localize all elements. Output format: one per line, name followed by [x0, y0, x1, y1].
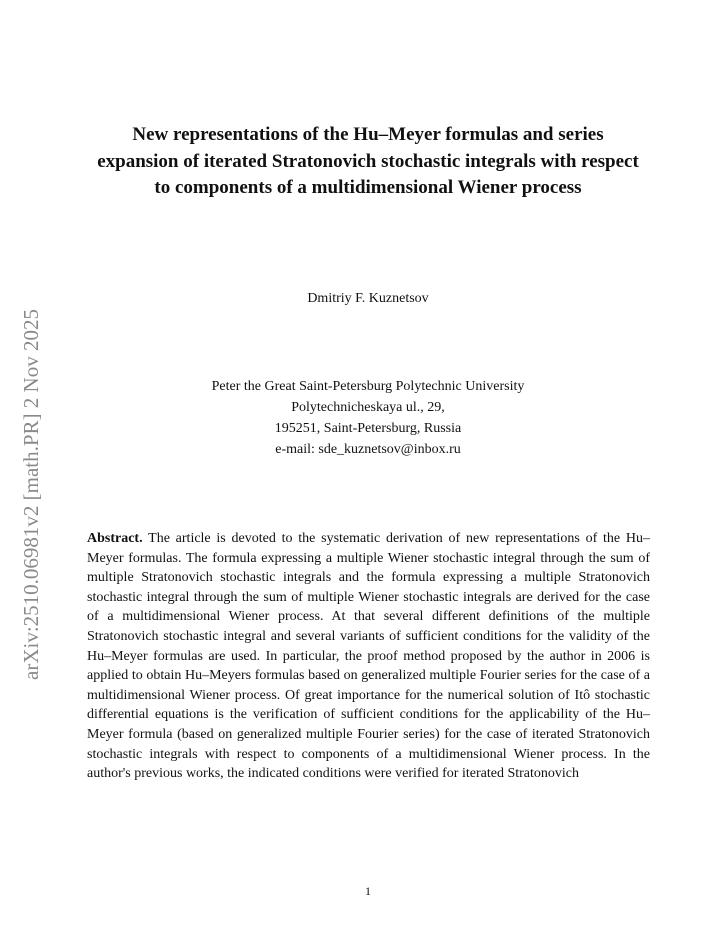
author-name: Dmitriy F. Kuznetsov — [307, 291, 429, 306]
arxiv-side-stamp — [14, 250, 54, 680]
affiliation-block — [90, 376, 646, 460]
affiliation-city: 195251, Saint-Petersburg, Russia — [274, 421, 462, 436]
abstract-paragraph — [87, 529, 650, 784]
abstract-label: Abstract. — [87, 531, 143, 546]
arxiv-identifier: arXiv:2510.06981v2 [math.PR] 2 Nov 2025 — [19, 309, 43, 680]
affiliation-street: Polytechnicheskaya ul., 29, — [291, 400, 445, 415]
paper-title: New representations of the Hu–Meyer formulas and series expansion of iterated Stratonovich stochastic integrals with respect to components of a multidimensional Wiener process — [97, 124, 639, 198]
affiliation-email: e-mail: sde_kuznetsov@inbox.ru — [275, 442, 461, 457]
affiliation-institution: Peter the Great Saint-Petersburg Polytechnic University — [211, 379, 525, 394]
abstract-text: The article is devoted to the systematic derivation of new representations of the Hu–Meyer formulas. The formula expressing a multiple Wiener stochastic integral through the sum of multiple Stratonovich stochastic integrals and the formula expressing a multiple Stratonovich stochastic integral through the sum of multiple Wiener stochastic integrals are derived for the case of a multidimensional Wiener process. At that several different definitions of the multiple Stratonovich stochastic integral and several variants of sufficient conditions for the validity of the Hu–Meyer formulas are used. In particular, the proof method proposed by the author in 2006 is applied to obtain Hu–Meyers formulas based on generalized multiple Fourier series for the case of a multidimensional Wiener process. Of great importance for the numerical solution of Itô stochastic differential equations is the verification of sufficient conditions for the applicability of the Hu–Meyer formula (based on generalized multiple Fourier series) for the case of iterated Stratonovich stochastic integrals with respect to components of a multidimensional Wiener process. In the author's previous works, the indicated conditions were verified for iterated Stratonovich — [87, 531, 651, 782]
page-number: 1 — [365, 884, 371, 898]
